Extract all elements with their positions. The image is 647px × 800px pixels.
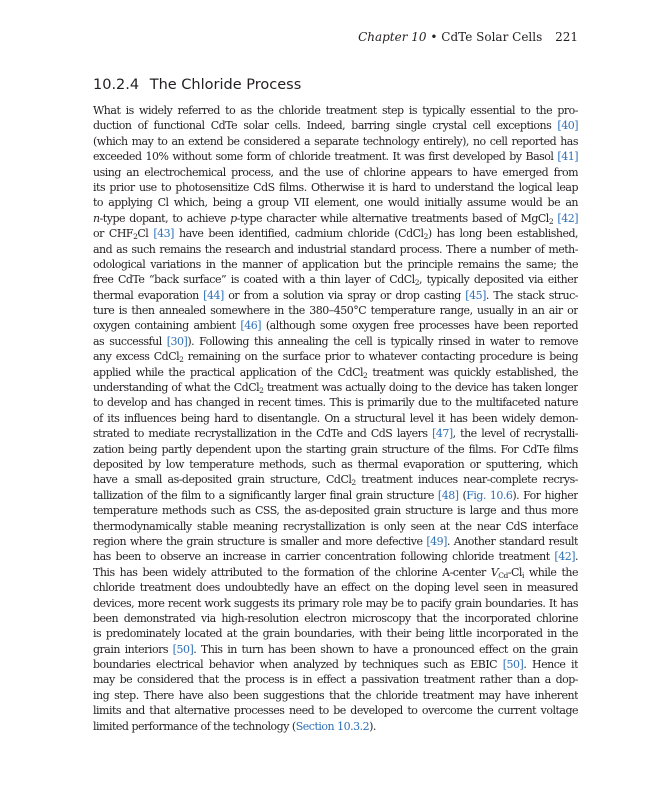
text-line (93, 195, 578, 210)
text-line (93, 242, 578, 257)
text-line (93, 565, 578, 580)
reference-link[interactable]: [48] (437, 488, 459, 502)
chapter-title: CdTe Solar Cells (441, 30, 543, 44)
text-run: been demonstrated via high-resolution electron microscopy that the incorporated chlorine (93, 611, 578, 625)
reference-link[interactable]: [30] (166, 334, 188, 348)
subscript: 2 (259, 386, 264, 396)
section-heading (93, 77, 301, 93)
text-run: is predominately located at the grain boundaries, with their being little incorporated in the (93, 627, 578, 641)
text-line (93, 534, 578, 549)
text-line (93, 657, 578, 672)
running-header (358, 30, 578, 44)
text-run: ture is then annealed somewhere in the 380–450°C temperature range, usually in an air or (93, 304, 578, 318)
text-run: understanding of what the CdCl (93, 381, 260, 395)
text-line (93, 472, 578, 487)
reference-link[interactable]: [47] (432, 427, 453, 441)
text-run: (which may to an extend be considered a separate technology entirely), no cell reported has (93, 134, 578, 148)
reference-link[interactable]: [42] (554, 550, 575, 564)
section-number: 10.2.4 (93, 77, 140, 93)
text-run: zation being partly dependent upon the starting grain structure of the films. For CdTe films (93, 442, 578, 456)
text-run: have been identified, cadmium chloride (CdCl (173, 227, 424, 241)
text-run: , typically deposited via either (418, 273, 578, 287)
text-run: strated to mediate recrystallization in the CdTe and CdS layers (93, 427, 433, 441)
subscript: 2 (133, 232, 138, 242)
text-run: treatment was quickly established, the (367, 365, 578, 379)
text-run: ( (458, 488, 467, 502)
reference-link[interactable]: [41] (557, 150, 578, 164)
text-run: has been to observe an increase in carrier concentration following chloride treatment (93, 550, 555, 564)
text-run: tallization of the film to a significantly larger final grain structure (93, 488, 438, 502)
text-line (93, 211, 578, 226)
text-line (93, 442, 578, 457)
text-run: chloride treatment does undoubtedly have an effect on the doping level seen in measured (93, 581, 578, 595)
subscript: i (521, 570, 524, 580)
reference-link[interactable]: Fig. 10.6 (466, 488, 513, 502)
text-run: grain interiors (93, 642, 173, 656)
text-line (93, 519, 578, 534)
text-run: limited performance of the technology ( (93, 719, 296, 733)
text-run: or from a solution via spray or drop casting (223, 288, 466, 302)
subscript: 2 (363, 370, 368, 380)
text-run: ). Following this annealing the cell is typically rinsed in water to remove (187, 334, 578, 348)
text-line (93, 365, 578, 380)
subscript: 2 (548, 216, 554, 226)
text-run: . This in turn has been shown to have a pronounced effect on the grain (193, 642, 578, 656)
text-run: (although some oxygen free processes have been reported (261, 319, 578, 333)
reference-link[interactable]: [44] (203, 288, 224, 302)
text-line (93, 457, 578, 472)
subscript: 2 (423, 232, 428, 242)
text-run: . Hence it (523, 658, 578, 672)
text-line (93, 303, 578, 318)
text-line (93, 503, 578, 518)
text-line (93, 334, 578, 349)
text-run: . Another standard result (446, 534, 578, 548)
text-line (93, 118, 578, 133)
text-run: -type dopant, to achieve (99, 211, 231, 225)
text-line (93, 596, 578, 611)
text-run: odological variations in the manner of application but the principle remains the same; the (93, 257, 578, 271)
italic-text: n (93, 211, 100, 225)
reference-link[interactable]: [50] (502, 658, 524, 672)
text-run: thermal evaporation (93, 288, 204, 302)
text-run: may be considered that the process is in effect a passivation treatment rather than a dop- (93, 673, 578, 687)
text-line (93, 257, 578, 272)
text-run: What is widely referred to as the chloride treatment step is typically essential to the pro- (93, 104, 578, 117)
reference-link[interactable]: [46] (240, 319, 261, 333)
text-run: of its influences being hard to disentangle. On a structural level it has been widely demon- (93, 411, 578, 425)
text-run: ). (369, 719, 376, 733)
text-run: region where the grain structure is smaller and more defective (93, 534, 427, 548)
text-line (93, 134, 578, 149)
text-run: deposited by low temperature methods, such as thermal evaporation or sputtering, which (93, 457, 578, 471)
text-run: and as such remains the research and industrial standard process. There a number of meth- (93, 242, 578, 256)
text-line (93, 703, 578, 718)
text-line (93, 626, 578, 641)
text-line (93, 272, 578, 287)
text-line (93, 349, 578, 364)
text-run: -type character while alternative treatments based of MgCl (236, 211, 549, 225)
reference-link[interactable]: Section 10.3.2 (295, 719, 370, 733)
text-line (93, 549, 578, 564)
text-run: oxygen containing ambient (93, 319, 241, 333)
text-run: -Cl (507, 565, 522, 579)
subscript: Cd (498, 570, 508, 580)
reference-link[interactable]: [50] (172, 642, 194, 656)
reference-link[interactable]: [49] (426, 534, 447, 548)
text-run: to develop and has changed in recent times. This is primarily due to the multifaceted nature (93, 396, 578, 410)
subscript: 2 (351, 478, 356, 488)
text-line (93, 395, 578, 410)
text-run: using an electrochemical process, and the use of chlorine appears to have emerged from (93, 165, 578, 179)
text-run: exceeded 10% without some form of chloride treatment. It was first developed by Basol (93, 150, 558, 164)
text-run: any excess CdCl (93, 350, 180, 364)
text-line (93, 580, 578, 595)
text-line (93, 688, 578, 703)
section-title: The Chloride Process (149, 77, 302, 93)
text-run: thermodynamically stable meaning recrystallization is only seen at the near CdS interface (93, 519, 578, 533)
text-line (93, 180, 578, 195)
reference-link[interactable]: [42] (557, 211, 578, 225)
text-run: to applying Cl which, being a group VII element, one would initially assume would be an (93, 196, 578, 210)
text-run: while the (523, 565, 578, 579)
text-run: treatment was actually doing to the device has taken longer (263, 381, 578, 395)
text-run: treatment induces near-complete recrys- (355, 473, 578, 487)
text-line (93, 380, 578, 395)
subscript: 2 (414, 278, 419, 288)
text-run: remaining on the surface prior to whatever contacting procedure is being (183, 350, 578, 364)
text-run: applied while the practical application of the CdCl (93, 365, 364, 379)
text-run: or CHF (93, 227, 134, 241)
text-run: , the level of recrystalli- (452, 427, 578, 441)
text-line (93, 318, 578, 333)
text-line (93, 103, 578, 118)
text-line (93, 411, 578, 426)
text-run: its prior use to photosensitize CdS films. Otherwise it is hard to understand the logical leap (93, 180, 578, 194)
text-run: free CdTe “back surface” is coated with a thin layer of CdCl (93, 273, 415, 287)
chapter-label: Chapter 10 (358, 30, 427, 44)
text-run: Cl (137, 227, 154, 241)
text-line (93, 288, 578, 303)
text-line (93, 426, 578, 441)
text-run: boundaries electrical behavior when analyzed by techniques such as EBIC (93, 658, 503, 672)
text-line (93, 611, 578, 626)
text-line (93, 226, 578, 241)
header-bullet: • (430, 30, 438, 44)
page-number: 221 (555, 30, 578, 44)
reference-link[interactable]: [40] (557, 119, 578, 133)
text-run: ing step. There have also been suggestions that the chloride treatment may have inherent (93, 688, 578, 702)
italic-text: V (490, 565, 499, 579)
text-run: temperature methods such as CSS, the as-deposited grain structure is large and thus more (93, 504, 578, 518)
text-line (93, 672, 578, 687)
body-paragraph (93, 103, 578, 734)
text-run: limits and that alternative processes need to be developed to overcome the current voltage (93, 704, 578, 718)
text-line (93, 149, 578, 164)
subscript: 2 (179, 355, 184, 365)
text-line (93, 719, 578, 734)
text-run: . The stack struc- (485, 288, 578, 302)
text-run: ) has long been established, (427, 227, 578, 241)
reference-link[interactable]: [45] (465, 288, 486, 302)
text-line (93, 488, 578, 503)
reference-link[interactable]: [43] (153, 227, 174, 241)
text-run: have a small as-deposited grain structure, CdCl (93, 473, 352, 487)
text-run: duction of functional CdTe solar cells. Indeed, barring single crystal cell exceptions (93, 119, 558, 133)
text-run: This has been widely attributed to the formation of the chlorine A-center (93, 565, 491, 579)
italic-text: p (230, 211, 237, 225)
text-line (93, 165, 578, 180)
text-run: devices, more recent work suggests its primary role may be to pacify grain boundaries. It has (93, 596, 578, 610)
text-run: ). For higher (512, 488, 578, 502)
text-line (93, 642, 578, 657)
text-run: as successful (93, 334, 167, 348)
text-run: . (575, 550, 578, 564)
